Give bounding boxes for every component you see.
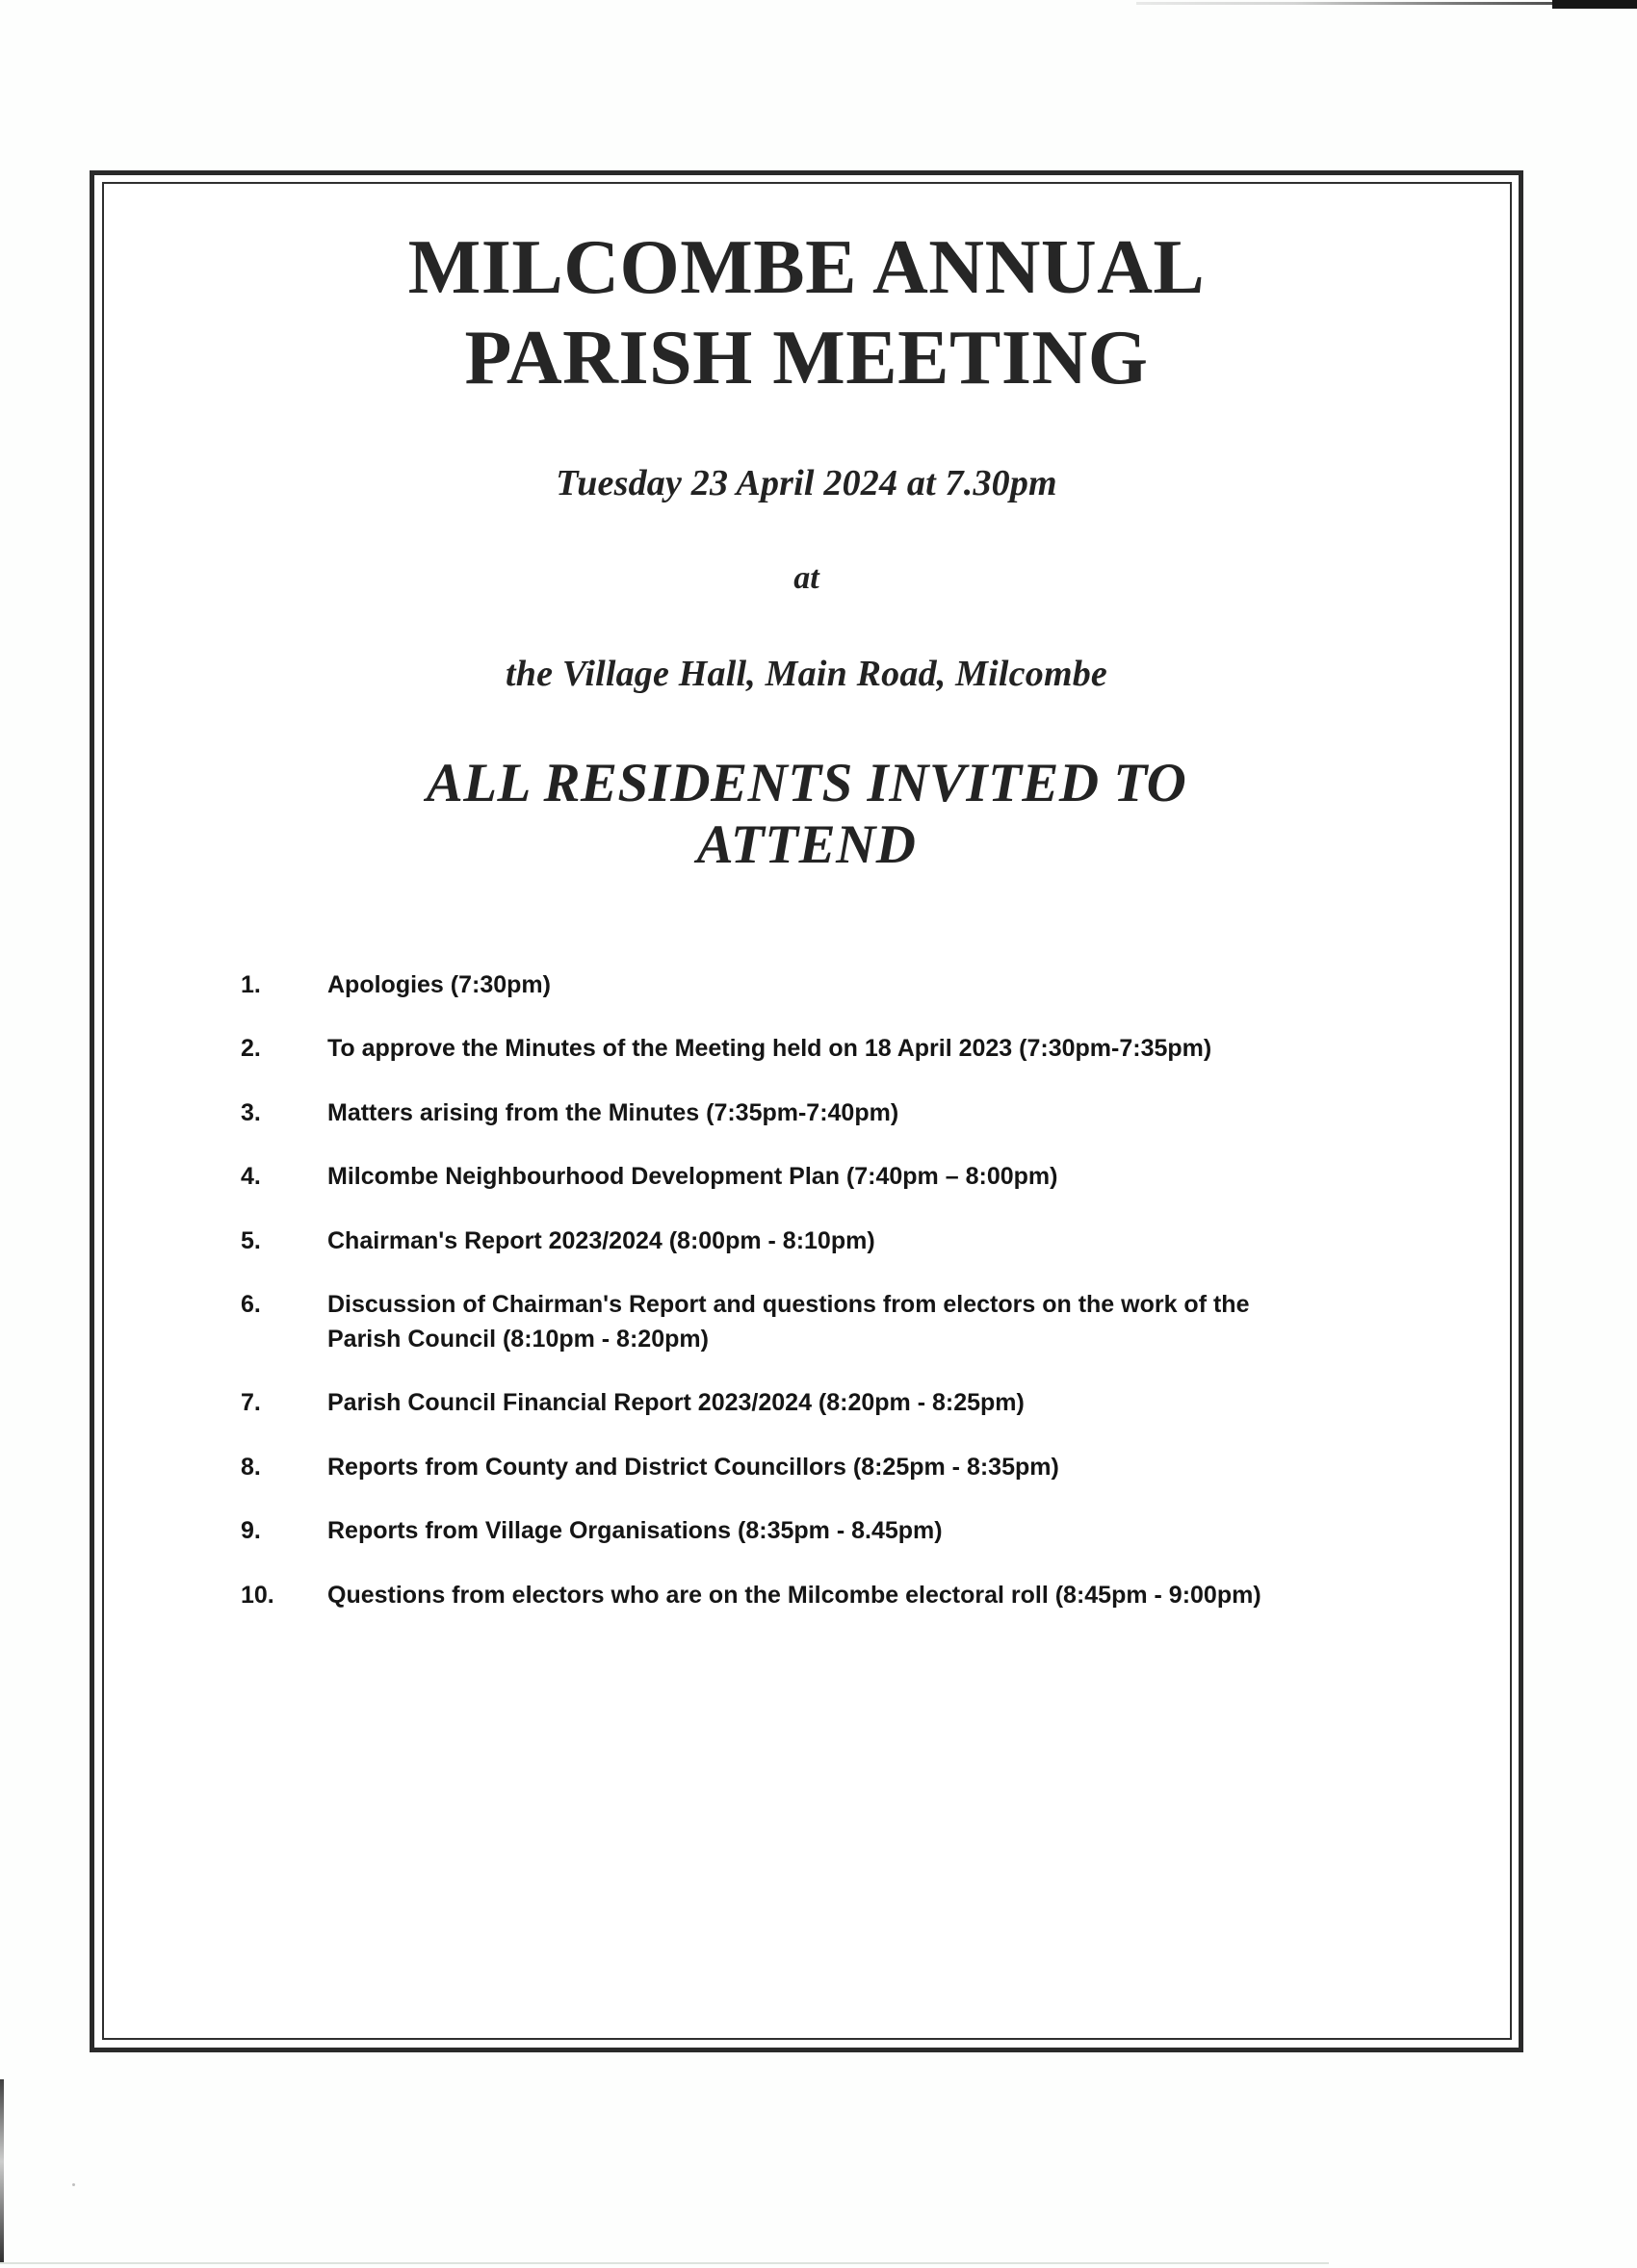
agenda-item-number: 5. <box>241 1226 261 1254</box>
agenda-item <box>241 1579 1399 1613</box>
scan-artifact-top-smudge <box>1136 2 1589 5</box>
agenda-item-number: 2. <box>241 1035 261 1063</box>
agenda-item-number: 1. <box>241 970 261 998</box>
agenda-item <box>241 1160 1399 1195</box>
agenda-list <box>154 968 1459 1613</box>
document-border-frame <box>90 170 1523 2052</box>
agenda-item-text: To approve the Minutes of the Meeting held on 18 April 2023 (7:30pm-7:35pm) <box>327 1035 1212 1063</box>
scan-artifact-left-edge <box>0 2079 4 2262</box>
agenda-item-text: Discussion of Chairman's Report and questions from electors on the work of the Parish Council (8:10pm - 8:20pm) <box>327 1291 1250 1353</box>
meeting-datetime: Tuesday 23 April 2024 at 7.30pm <box>556 463 1057 503</box>
agenda-item-text: Reports from Village Organisations (8:35pm - 8.45pm) <box>327 1517 943 1545</box>
at-connector: at <box>793 560 819 596</box>
agenda-item-number: 7. <box>241 1389 261 1417</box>
agenda-item-number: 6. <box>241 1291 261 1319</box>
page-title <box>154 212 1459 400</box>
agenda-item <box>241 968 1399 1003</box>
page-title-line-1: MILCOMBE ANNUAL <box>407 225 1206 310</box>
agenda-item <box>241 1032 1399 1067</box>
invitation-heading-line-2: ATTEND <box>696 813 917 875</box>
agenda-item <box>241 1224 1399 1259</box>
invitation-heading-line-1: ALL RESIDENTS INVITED TO <box>426 753 1187 813</box>
scan-artifact-bottom-edge <box>0 2262 1329 2264</box>
agenda-item <box>241 1096 1399 1131</box>
scan-speck <box>72 2183 75 2186</box>
agenda-item-number: 9. <box>241 1517 261 1545</box>
agenda-item-number: 4. <box>241 1163 261 1191</box>
page-title-line-2: PARISH MEETING <box>464 316 1149 400</box>
agenda-item-text: Parish Council Financial Report 2023/2024 (8:20pm - 8:25pm) <box>327 1389 1025 1417</box>
agenda-item <box>241 1514 1399 1549</box>
agenda-item-number: 8. <box>241 1453 261 1481</box>
scan-artifact-top-block <box>1552 0 1637 9</box>
agenda-item-text: Chairman's Report 2023/2024 (8:00pm - 8:10pm) <box>327 1226 875 1254</box>
agenda-item-text: Milcombe Neighbourhood Development Plan (7:40pm – 8:00pm) <box>327 1163 1058 1191</box>
agenda-item-number: 3. <box>241 1098 261 1126</box>
agenda-item-text: Reports from County and District Councillors (8:25pm - 8:35pm) <box>327 1453 1059 1481</box>
agenda-item <box>241 1386 1399 1421</box>
agenda-item <box>241 1451 1399 1485</box>
meeting-venue: the Village Hall, Main Road, Milcombe <box>506 654 1107 694</box>
agenda-item-text: Apologies (7:30pm) <box>327 970 551 998</box>
agenda-item-number: 10. <box>241 1581 274 1609</box>
invitation-heading <box>154 753 1459 876</box>
agenda-item-text: Matters arising from the Minutes (7:35pm-7:40pm) <box>327 1098 899 1126</box>
document-content <box>94 175 1519 2048</box>
agenda-item-text: Questions from electors who are on the Milcombe electoral roll (8:45pm - 9:00pm) <box>327 1581 1261 1609</box>
agenda-item <box>241 1288 1399 1356</box>
